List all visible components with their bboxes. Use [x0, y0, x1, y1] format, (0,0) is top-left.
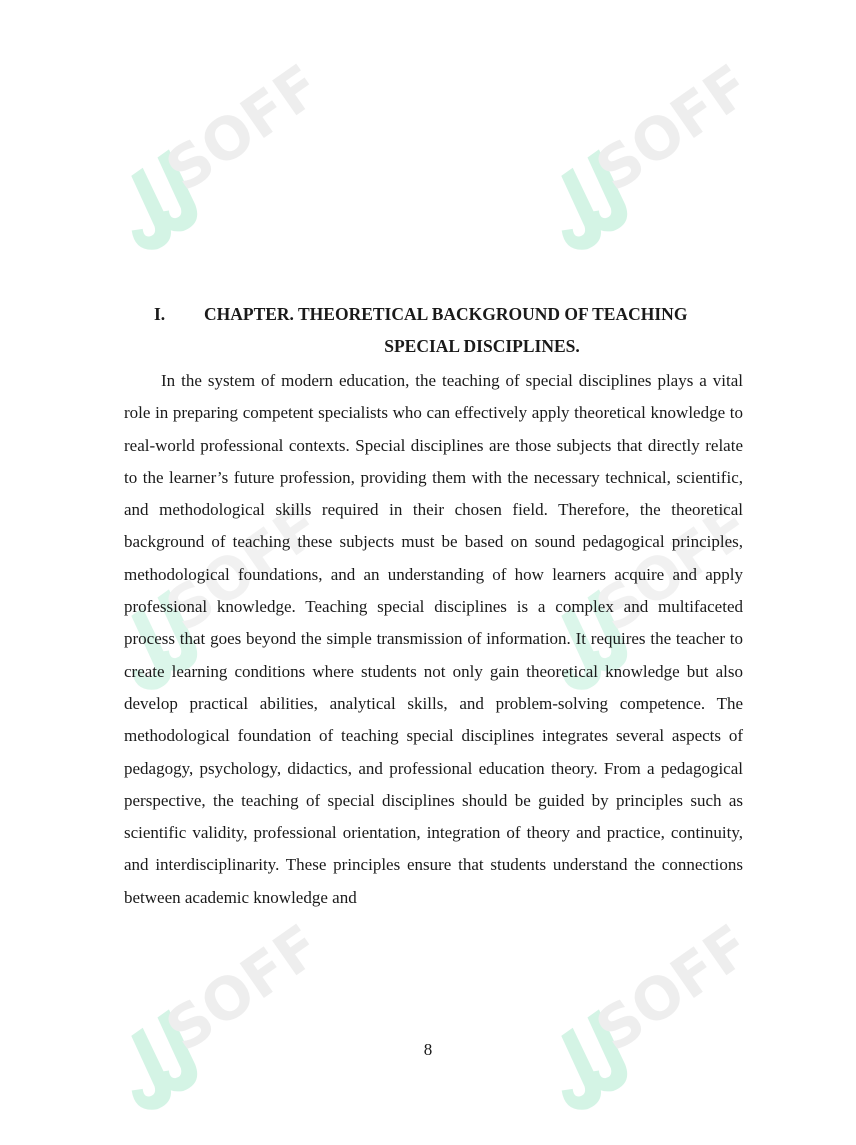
watermark-logo: [60, 40, 333, 280]
chapter-heading: [154, 304, 754, 325]
svg-text:SOFF: SOFF: [153, 491, 333, 645]
watermark-logo: [490, 40, 763, 280]
watermark-logo: [490, 900, 763, 1140]
soff-logo-icon: [490, 900, 763, 1140]
soff-logo-icon: [60, 900, 333, 1140]
soff-logo-icon: [490, 40, 763, 280]
svg-text:SOFF: SOFF: [583, 911, 763, 1065]
svg-text:SOFF: SOFF: [583, 51, 763, 205]
soff-logo-icon: [60, 40, 333, 280]
body-paragraph: In the system of modern education, the teaching of special disciplines plays a vital role in preparing competent specialists who can effectively apply theoretical knowledge to real-world professional contexts. Special disciplines are those subjects that directly relate to the learner’s future profession, providing them with the necessary technical, scientific, and methodological skills required in their chosen field. Therefore, the theoretical background of teaching these subjects must be based on sound pedagogical principles, methodological foundations, and an understanding of how learners acquire and apply professional knowledge. Teaching special disciplines is a complex and multifaceted process that goes beyond the simple transmission of information. It requires the teacher to create learning conditions where students not only gain theoretical knowledge but also develop practical abilities, analytical skills, and problem-solving competence. The methodological foundation of teaching special disciplines integrates several aspects of pedagogy, psychology, didactics, and professional education theory. From a pedagogical perspective, the teaching of special disciplines should be guided by principles such as scientific validity, professional orientation, integration of theory and practice, continuity, and interdisciplinarity. These principles ensure that students understand the connections between academic knowledge and: [124, 371, 743, 907]
chapter-number: I.: [154, 304, 166, 324]
svg-text:SOFF: SOFF: [583, 491, 763, 645]
page-number: 8: [423, 1040, 433, 1059]
svg-text:SOFF: SOFF: [153, 51, 333, 205]
watermark-logo: [60, 900, 333, 1140]
svg-text:SOFF: SOFF: [153, 911, 333, 1065]
chapter-title-line1: CHAPTER. THEORETICAL BACKGROUND OF TEACHING: [204, 304, 688, 324]
chapter-title-line2: SPECIAL DISCIPLINES.: [384, 336, 580, 356]
